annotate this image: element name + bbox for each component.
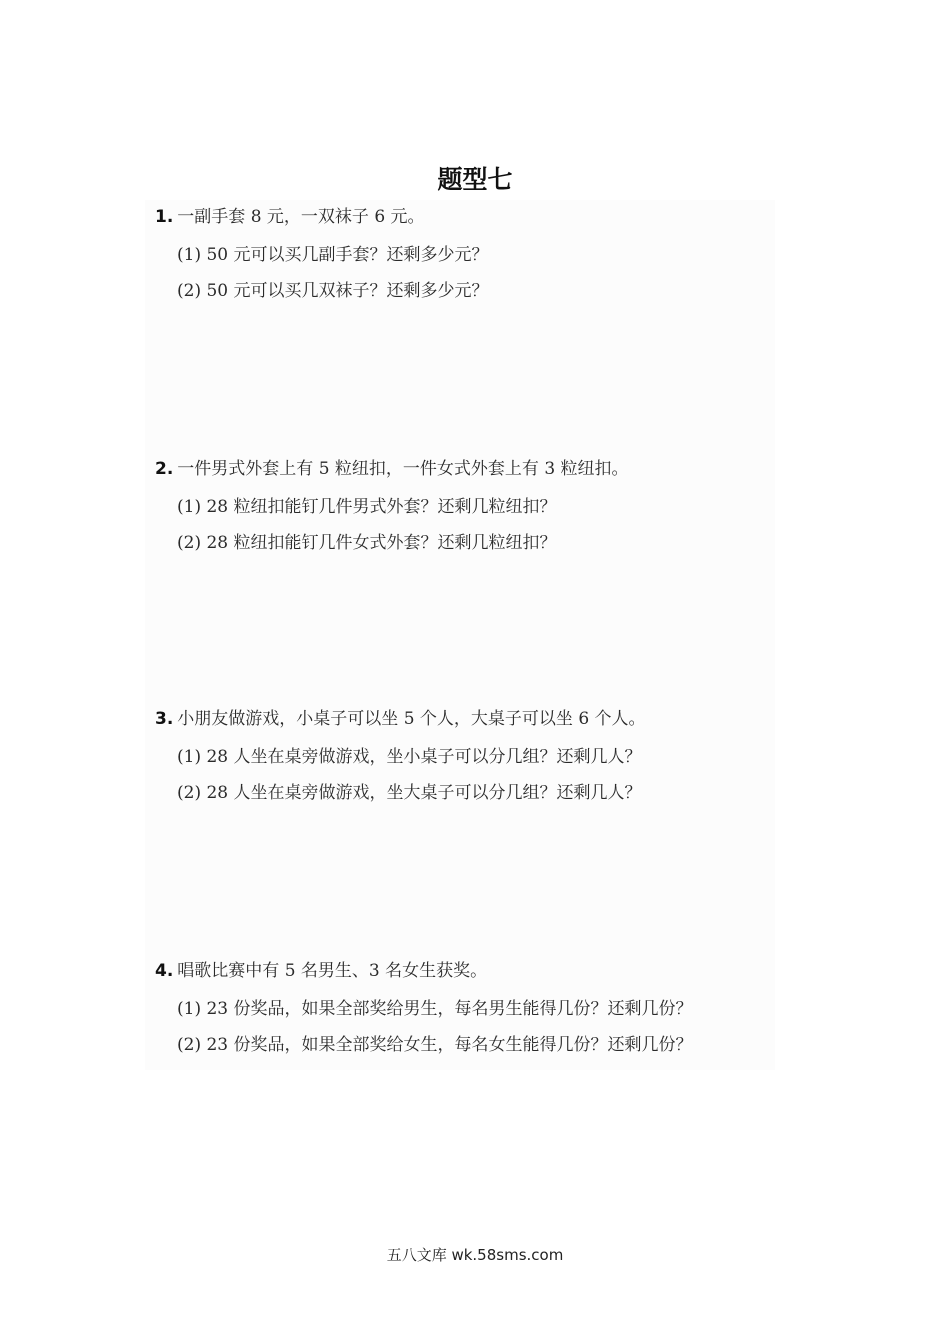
sub-question-2: (2) 28 人坐在桌旁做游戏，坐大桌子可以分几组？还剩几人？ [177,783,642,803]
problem-text: 一件男式外套上有 5 粒纽扣，一件女式外套上有 3 粒纽扣。 [177,459,629,479]
problem-1 [155,206,775,302]
page-title: 题型七 [437,165,513,194]
sub-question-2: (2) 50 元可以买几双袜子？还剩多少元？ [177,281,489,301]
problem-3 [155,708,775,804]
sub-question-1: (1) 23 份奖品，如果全部奖给男生，每名男生能得几份？还剩几份？ [177,999,693,1019]
scanned-worksheet-area [145,200,775,1070]
sub-question-1: (1) 50 元可以买几副手套？还剩多少元？ [177,245,489,265]
problem-stem [155,708,775,730]
problem-number: 3. [155,709,174,729]
footer-watermark: 五八文库 wk.58sms.com [386,1246,564,1264]
problem-text: 小朋友做游戏，小桌子可以坐 5 个人，大桌子可以坐 6 个人。 [177,709,646,729]
problem-stem [155,458,775,480]
sub-question-1: (1) 28 人坐在桌旁做游戏，坐小桌子可以分几组？还剩几人？ [177,747,642,767]
problem-stem [155,960,775,982]
problem-number: 4. [155,961,174,981]
problem-4 [155,960,775,1056]
sub-question-2: (2) 23 份奖品，如果全部奖给女生，每名女生能得几份？还剩几份？ [177,1035,693,1055]
problem-2 [155,458,775,554]
problem-text: 唱歌比赛中有 5 名男生、3 名女生获奖。 [177,961,488,981]
problem-text: 一副手套 8 元，一双袜子 6 元。 [177,207,425,227]
problem-stem [155,206,775,228]
problem-number: 1. [155,207,174,227]
sub-question-2: (2) 28 粒纽扣能钉几件女式外套？还剩几粒纽扣？ [177,533,557,553]
sub-question-1: (1) 28 粒纽扣能钉几件男式外套？还剩几粒纽扣？ [177,497,557,517]
problem-number: 2. [155,459,174,479]
